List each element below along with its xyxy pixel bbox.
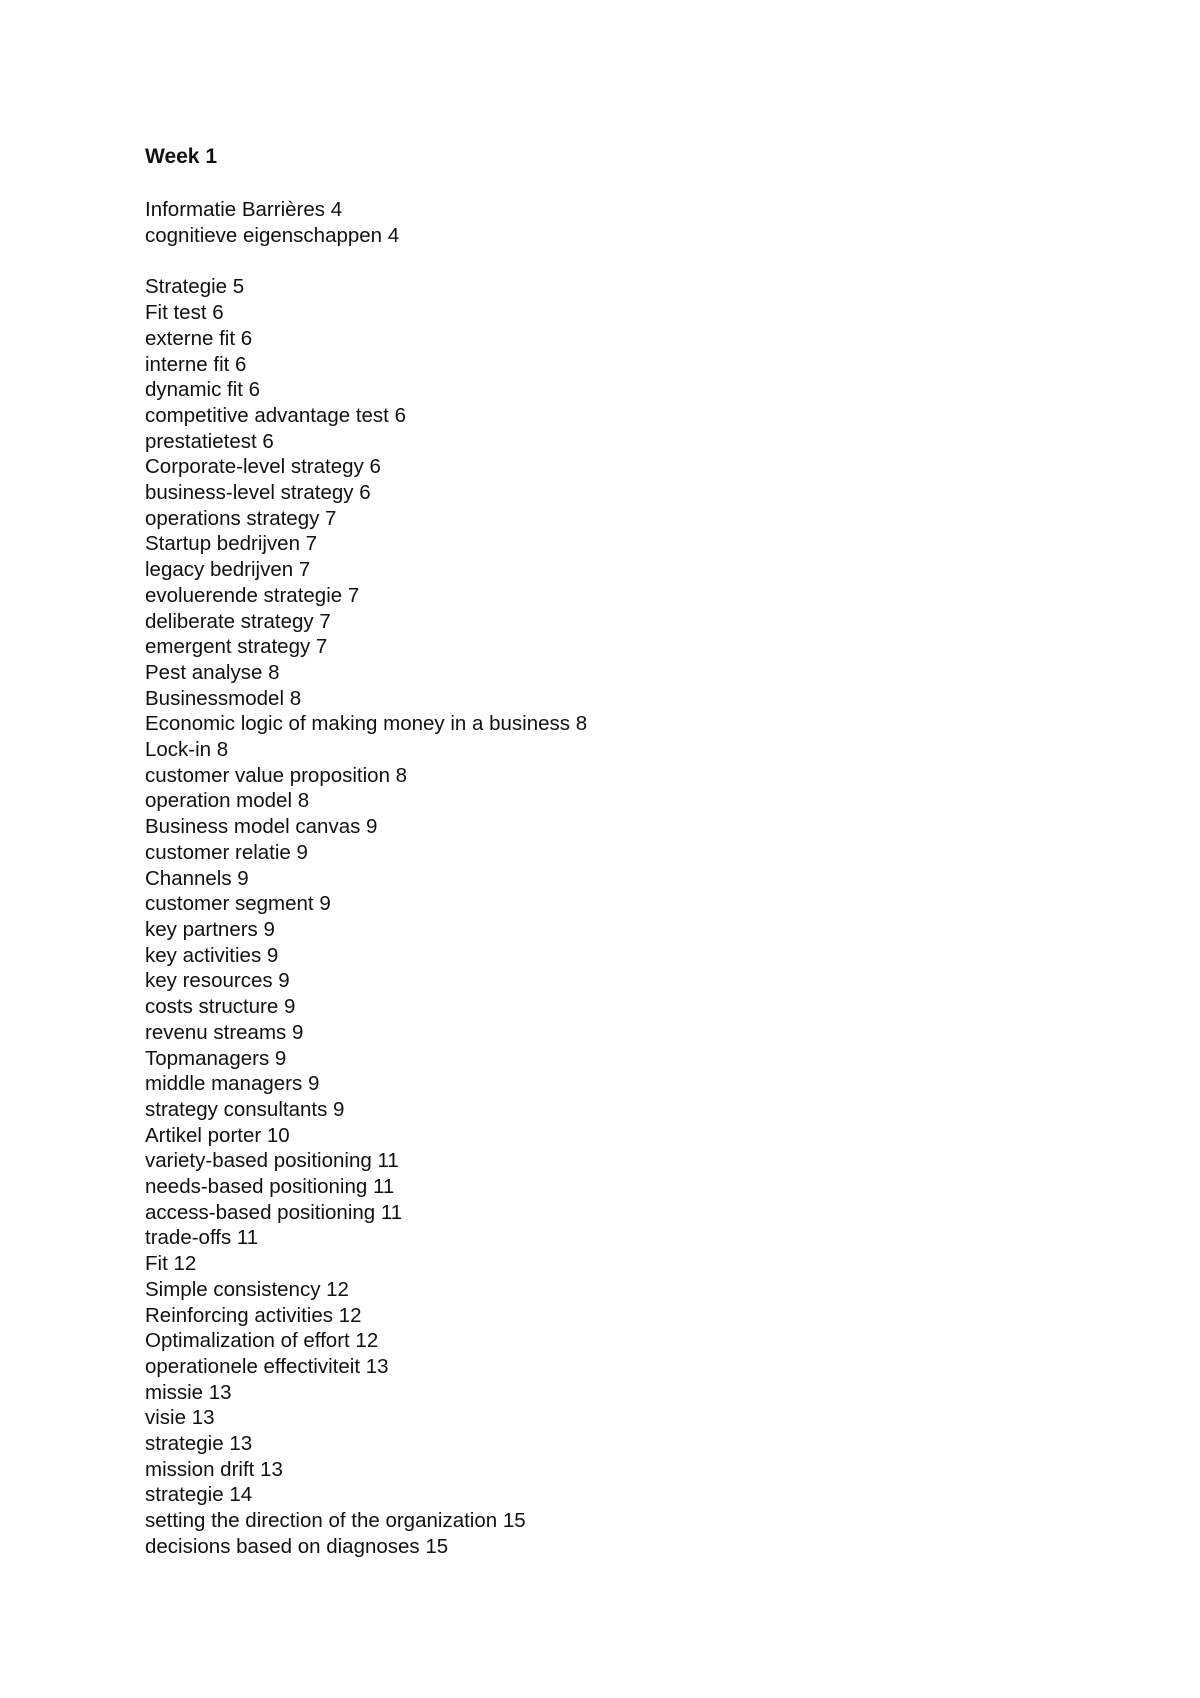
list-item: strategy consultants 9 [145,1097,345,1121]
list-item: Corporate-level strategy 6 [145,455,381,479]
list-item: customer segment 9 [145,892,331,916]
list-item: Simple consistency 12 [145,1277,349,1301]
list-item: dynamic fit 6 [145,378,261,402]
list-item: customer value proposition 8 [145,763,408,787]
list-item: legacy bedrijven 7 [145,558,311,582]
list-item: Optimalization of effort 12 [145,1329,379,1353]
page-title: Week 1 [145,145,217,168]
list-item: deliberate strategy 7 [145,609,331,633]
list-item: key resources 9 [145,969,290,993]
list-item: needs-based positioning 11 [145,1175,395,1199]
list-item: Reinforcing activities 12 [145,1303,362,1327]
list-item: key partners 9 [145,917,275,941]
list-item: Business model canvas 9 [145,815,378,839]
list-item: setting the direction of the organization 15 [145,1509,526,1533]
list-item: business-level strategy 6 [145,481,371,505]
list-item: Topmanagers 9 [145,1046,287,1070]
list-item: evoluerende strategie 7 [145,583,360,607]
list-item: externe fit 6 [145,326,253,350]
list-item: key activities 9 [145,943,279,967]
list-item: Artikel porter 10 [145,1123,290,1147]
list-item: costs structure 9 [145,995,296,1019]
document-content [145,144,1145,1560]
list-item: competitive advantage test 6 [145,403,406,427]
list-item: operation model 8 [145,789,310,813]
list-item: operationele effectiviteit 13 [145,1354,389,1378]
term-list-strategy [145,274,1145,1559]
list-item: decisions based on diagnoses 15 [145,1534,449,1558]
list-item: Startup bedrijven 7 [145,532,318,556]
list-item: Economic logic of making money in a business 8 [145,712,588,736]
list-item: strategie 14 [145,1483,253,1507]
list-item: prestatietest 6 [145,429,274,453]
list-item: emergent strategy 7 [145,635,328,659]
list-item: visie 13 [145,1406,215,1430]
term-list-intro [145,197,1145,248]
list-item: access-based positioning 11 [145,1200,403,1224]
list-item: Businessmodel 8 [145,686,302,710]
list-item: cognitieve eigenschappen 4 [145,223,400,247]
list-item: Informatie Barrières 4 [145,198,343,221]
list-item: Fit 12 [145,1252,197,1276]
list-item: Pest analyse 8 [145,660,280,684]
list-item: missie 13 [145,1380,232,1404]
list-item: trade-offs 11 [145,1226,259,1250]
list-item: Channels 9 [145,866,249,890]
list-item: Fit test 6 [145,301,224,325]
list-item: customer relatie 9 [145,840,308,864]
list-item: revenu streams 9 [145,1020,304,1044]
list-item: middle managers 9 [145,1072,320,1096]
list-item: interne fit 6 [145,352,247,376]
list-item: strategie 13 [145,1432,253,1456]
list-item: Lock-in 8 [145,738,229,762]
list-item: Strategie 5 [145,275,245,299]
list-item: variety-based positioning 11 [145,1149,399,1173]
list-item: operations strategy 7 [145,506,337,530]
list-item: mission drift 13 [145,1457,283,1481]
